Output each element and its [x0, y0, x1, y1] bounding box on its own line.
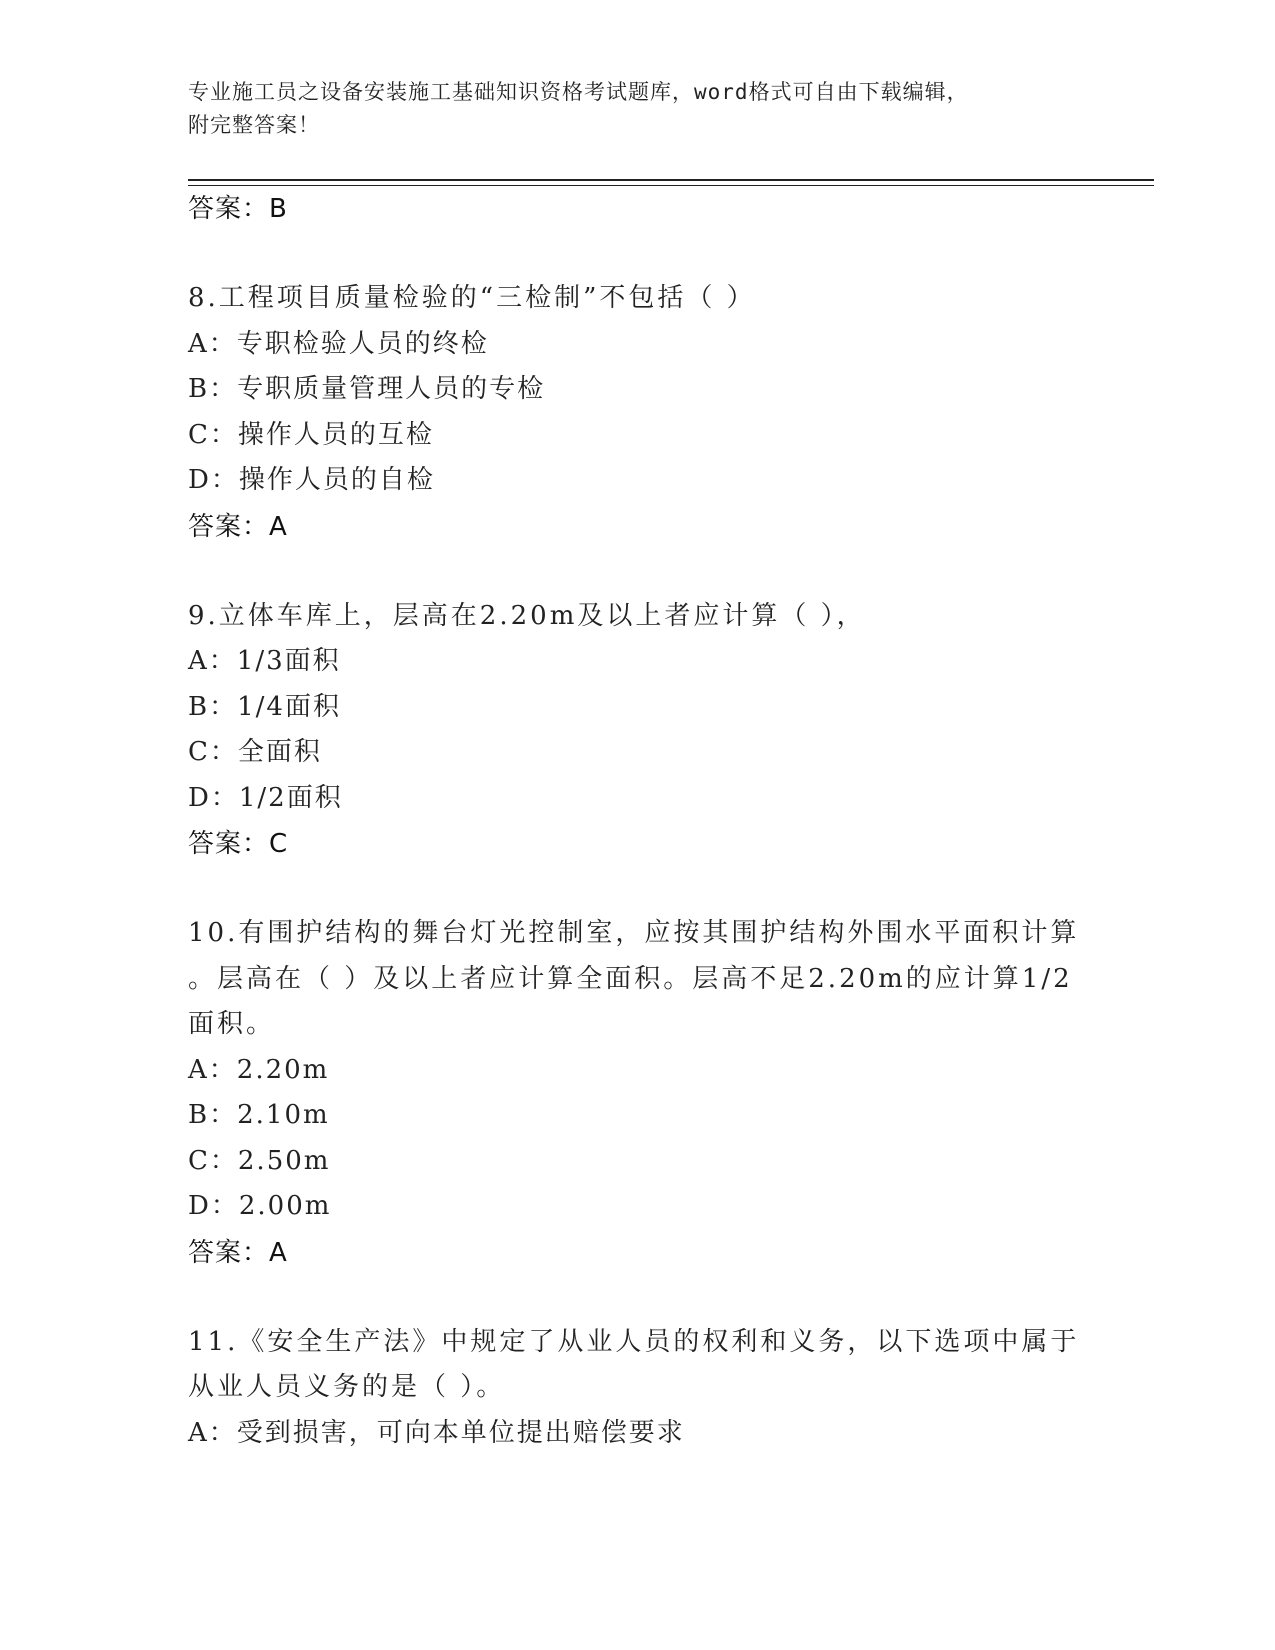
question-text-line-2: 从业人员义务的是（ ）。 — [188, 1372, 506, 1402]
option-b: B：1/4面积 — [188, 691, 341, 722]
option-a: A：受到损害，可向本单位提出赔偿要求 — [188, 1417, 685, 1448]
answer-line: 答案：C — [188, 829, 289, 859]
question-text-line-3: 面积。 — [188, 1009, 276, 1039]
option-b: B：专职质量管理人员的专检 — [188, 374, 546, 404]
option-d: D：2.00m — [188, 1191, 332, 1221]
spacer — [188, 550, 1088, 594]
question-8 — [188, 276, 1088, 550]
option-a: A：专职检验人员的终检 — [188, 328, 489, 359]
question-text: 9.立体车库上，层高在2.20m及以上者应计算（ ）， — [188, 600, 866, 631]
spacer — [188, 232, 1088, 276]
option-c: C：全面积 — [188, 737, 322, 767]
spacer — [188, 867, 1088, 911]
document-header — [188, 76, 1068, 142]
option-a: A：2.20m — [188, 1054, 330, 1085]
question-11 — [188, 1320, 1088, 1457]
question-text-line-1: 11.《安全生产法》中规定了从业人员的权利和义务，以下选项中属于 — [188, 1326, 1080, 1357]
option-b: B：2.10m — [188, 1100, 330, 1130]
question-list — [188, 186, 1088, 1456]
answer-line: 答案：B — [188, 194, 288, 224]
option-c: C：操作人员的互检 — [188, 419, 434, 450]
question-10 — [188, 911, 1088, 1276]
option-c: C：2.50m — [188, 1145, 331, 1176]
option-a: A：1/3面积 — [188, 646, 341, 676]
header-line-2: 附完整答案！ — [188, 113, 320, 137]
question-text-line-2: 。层高在（ ）及以上者应计算全面积。层高不足2.20m的应计算1/2 — [188, 963, 1073, 994]
header-line-1: 专业施工员之设备安装施工基础知识资格考试题库，word格式可自由下载编辑， — [188, 80, 969, 104]
answer-line: 答案：A — [188, 511, 288, 542]
option-d: D：操作人员的自检 — [188, 465, 435, 495]
question-9 — [188, 594, 1088, 868]
answer-line: 答案：A — [188, 1237, 288, 1268]
question-text-line-1: 10.有围护结构的舞台灯光控制室，应按其围护结构外围水平面积计算 — [188, 918, 1080, 948]
header-divider-thick — [188, 179, 1154, 181]
question-text: 8.工程项目质量检验的“三检制”不包括（ ） — [188, 283, 756, 313]
spacer — [188, 1276, 1088, 1320]
option-d: D：1/2面积 — [188, 782, 343, 813]
